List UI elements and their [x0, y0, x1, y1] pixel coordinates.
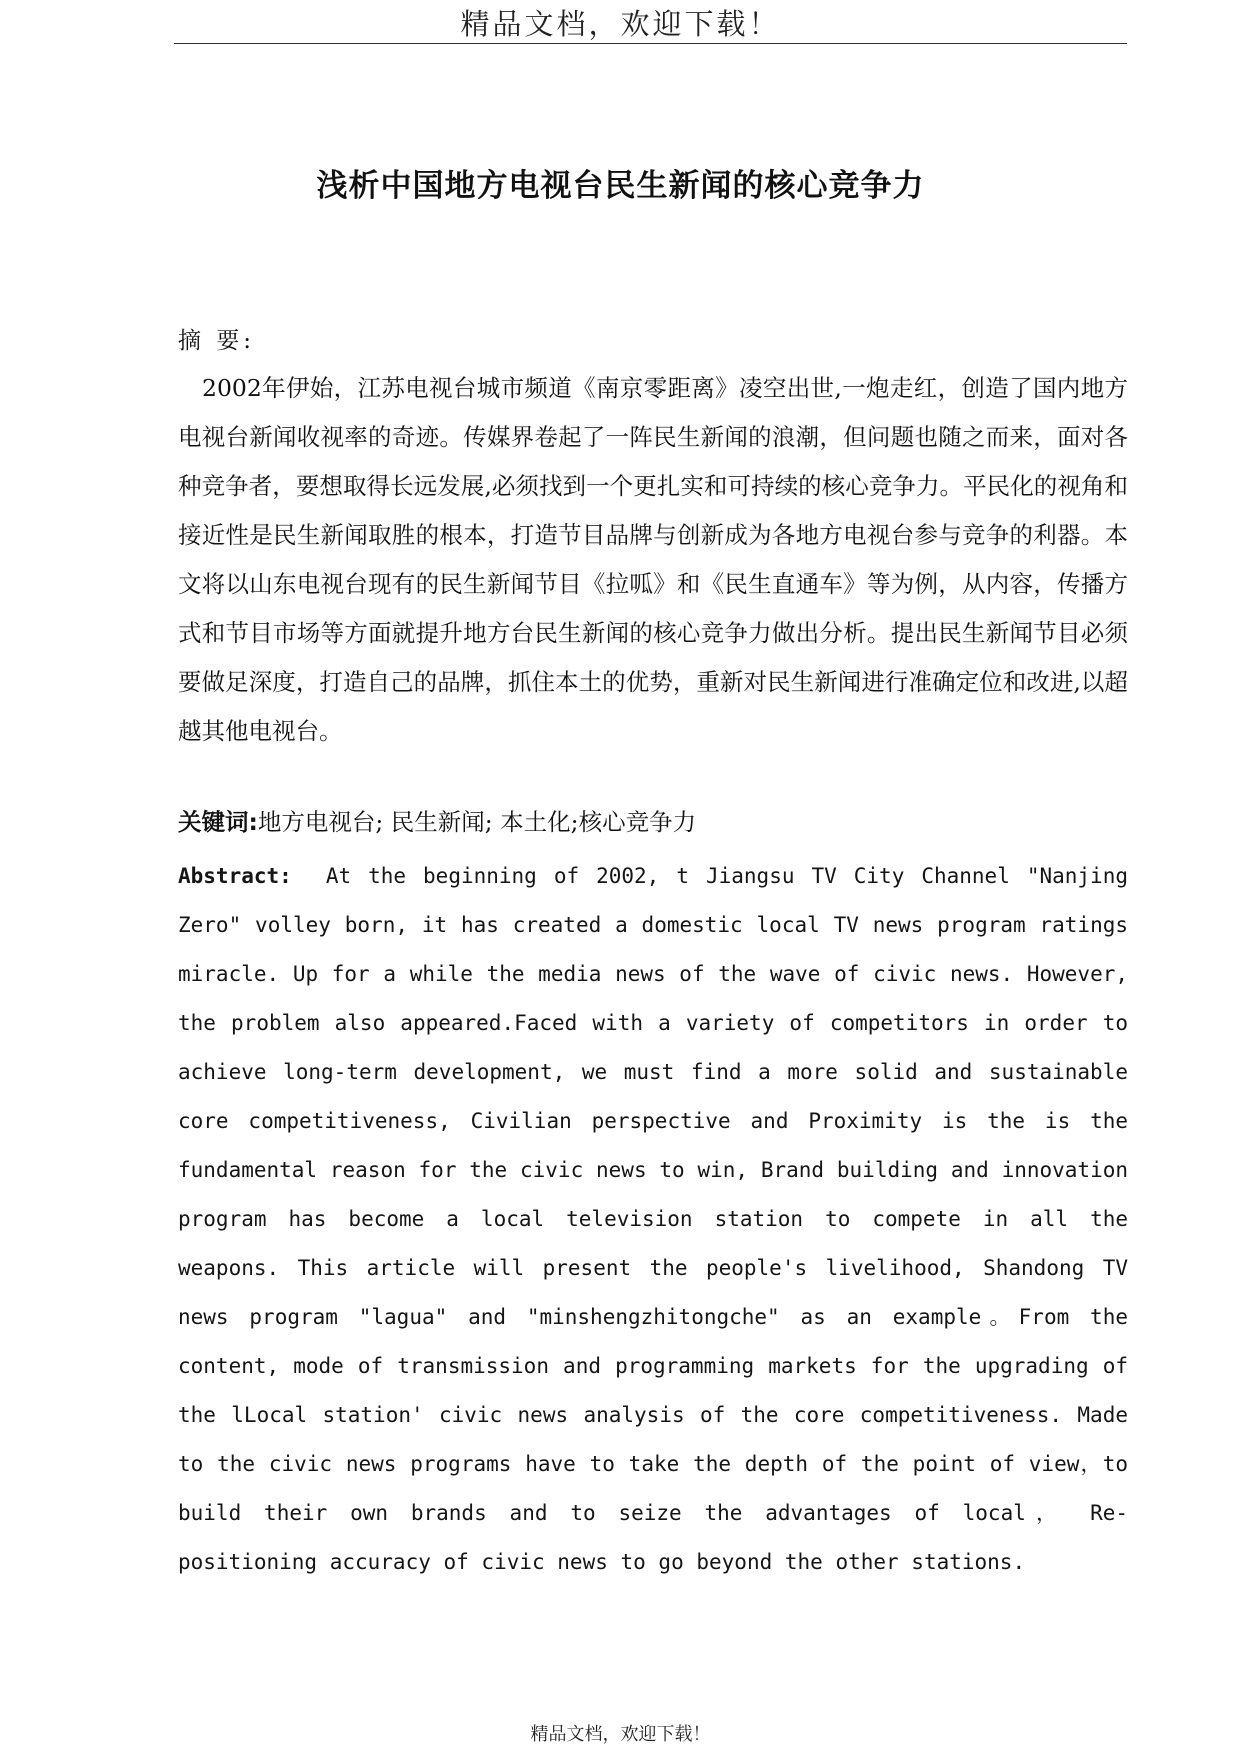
document-title: 浅析中国地方电视台民生新闻的核心竞争力 [316, 168, 925, 204]
keywords-label: 关键词: [178, 808, 258, 836]
abstract-en-body: At the beginning of 2002, t Jiangsu TV City Channel "Nanjing Zero" volley born, it has created a domestic local TV news program ratings miracle. Up for a while the media news of the wave of civic news. However, the problem also appeared.Faced with a variety of competitors in order to achieve long-term development, we must find a more solid and sustainable core competitiveness, Civilian perspective and Proximity is the is the fundamental reason for the civic news to win, Brand building and innovation program has become a local television station to compete in all the weapons. This article will present the people's livelihood, Shandong TV news program "lagua" and "minshengzhitongche" as an example。From the content, mode of transmission and programming markets for the upgrading of the lLocal station' civic news analysis of the core competitiveness. Made to the civic news programs have to take the depth of the point of view，to build their own brands and to seize the advantages of local， Re-positioning accuracy of civic news to go beyond the other stations. [178, 864, 1128, 1574]
keywords-line [178, 803, 696, 837]
page-footer-text: 精品文档，欢迎下载！ [530, 1724, 711, 1745]
page-header-text: 精品文档，欢迎下载！ [460, 7, 781, 41]
abstract-en-label: Abstract: [178, 864, 292, 888]
abstract-zh-label: 摘 要: [178, 328, 256, 354]
keywords-value: 地方电视台; 民生新闻; 本土化;核心竞争力 [257, 808, 697, 836]
abstract-en-block [178, 852, 1128, 1587]
header-divider [174, 43, 1127, 44]
abstract-zh-body: 2002年伊始，江苏电视台城市频道《南京零距离》凌空出世,一炮走红，创造了国内地方电视台新闻收视率的奇迹。传媒界卷起了一阵民生新闻的浪潮，但问题也随之而来，面对各种竞争者，要想取得长远发展,必须找到一个更扎实和可持续的核心竞争力。平民化的视角和接近性是民生新闻取胜的根本，打造节目品牌与创新成为各地方电视台参与竞争的利器。本文将以山东电视台现有的民生新闻节目《拉呱》和《民生直通车》等为例，从内容，传播方式和节目市场等方面就提升地方台民生新闻的核心竞争力做出分析。提出民生新闻节目必须要做足深度，打造自己的品牌，抓住本土的优势，重新对民生新闻进行准确定位和改进,以超越其他电视台。 [178, 374, 1128, 745]
